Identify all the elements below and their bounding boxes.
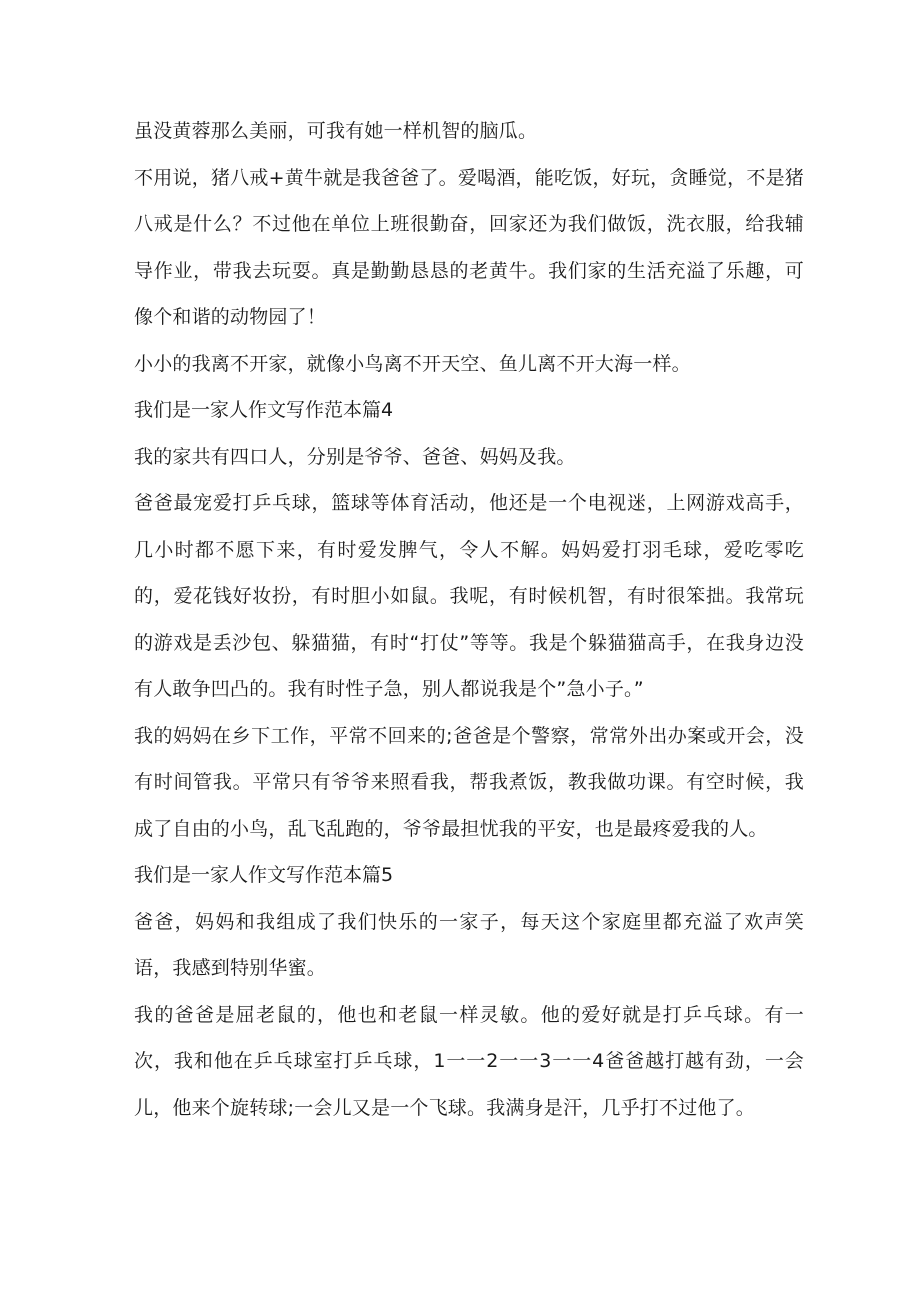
- paragraph: 我的妈妈在乡下工作，平常不回来的;爸爸是个警察，常常外出办案或开会，没有时间管我。平常只有爷爷来照看我，帮我煮饭，教我做功课。有空时候，我成了自由的小鸟，乱飞乱跑的，爷爷最担忧我的平安，也是最疼爱我的人。: [134, 724, 804, 840]
- paragraph: 爸爸最宠爱打乒乓球，篮球等体育活动，他还是一个电视迷，上网游戏高手，几小时都不愿下来，有时爱发脾气，令人不解。妈妈爱打羽毛球，爱吃零吃的，爱花钱好妆扮，有时胆小如鼠。我呢，有时候机智，有时很笨拙。我常玩的游戏是丢沙包、躲猫猫，有时“打仗”等等。我是个躲猫猫高手，在我身边没有人敢争凹凸的。我有时性子急，别人都说我是个”急小子。”: [134, 492, 804, 700]
- paragraph: 小小的我离不开家，就像小鸟离不开天空、鱼儿离不开大海一样。: [134, 352, 691, 375]
- paragraph: 我的家共有四口人，分别是爷爷、爸爸、妈妈及我。: [134, 445, 576, 468]
- paragraph: 不用说，猪八戒+黄牛就是我爸爸了。爱喝酒，能吃饭，好玩，贪睡觉，不是猪八戒是什么？不过他在单位上班很勤奋，回家还为我们做饭，洗衣服，给我辅导作业，带我去玩耍。真是勤勤恳恳的老黄牛。我们家的生活充溢了乐趣，可像个和谐的动物园了！: [134, 166, 804, 328]
- section-heading: 我们是一家人作文写作范本篇4: [134, 399, 394, 421]
- document-body: [134, 108, 804, 1131]
- paragraph: 我的爸爸是屈老鼠的，他也和老鼠一样灵敏。他的爱好就是打乒乓球。有一次，我和他在乒乓球室打乒乓球，1一一2一一3一一4爸爸越打越有劲，一会儿，他来个旋转球;一会儿又是一个飞球。我满身是汗，几乎打不过他了。: [134, 1003, 804, 1119]
- paragraph: 虽没黄蓉那么美丽，可我有她一样机智的脑瓜。: [134, 120, 538, 142]
- paragraph: 爸爸，妈妈和我组成了我们快乐的一家子，每天这个家庭里都充溢了欢声笑语，我感到特别华蜜。: [134, 910, 804, 979]
- section-heading: 我们是一家人作文写作范本篇5: [134, 864, 394, 886]
